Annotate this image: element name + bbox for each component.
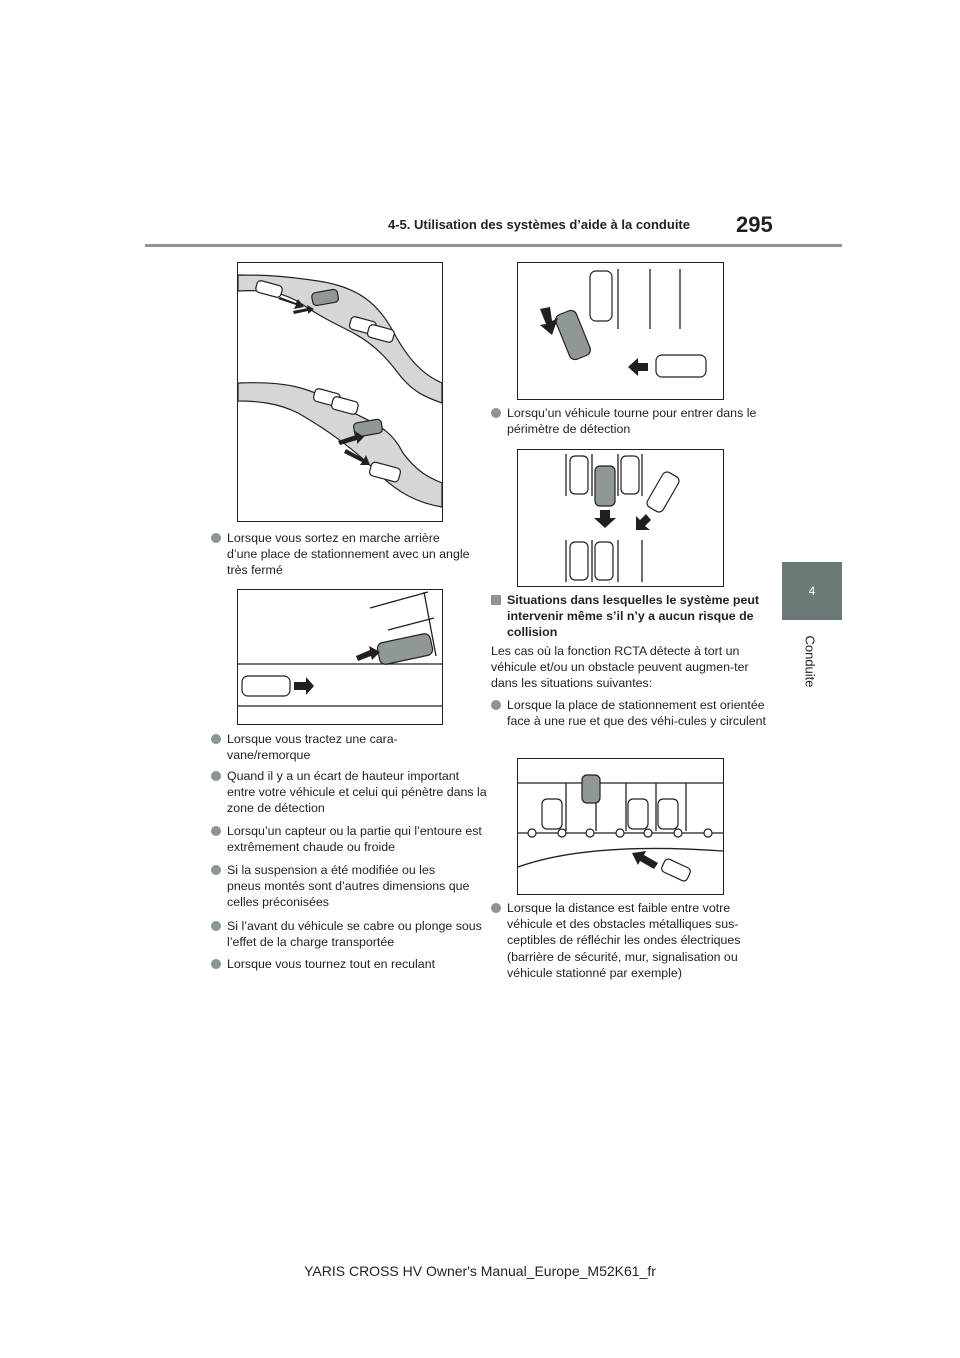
bullet-dot-icon	[211, 826, 221, 836]
right-bullet-1: Lorsqu’un véhicule tourne pour entrer dans le périmètre de détection	[491, 405, 772, 437]
left-bullet-1: Lorsque vous sortez en marche arrière d’une place de stationnement avec un angle très fermé	[211, 530, 472, 579]
bullet-dot-icon	[211, 734, 221, 744]
figure-parking-lot	[517, 449, 724, 587]
chapter-number: 4	[808, 584, 816, 598]
left-bullet-7: Lorsque vous tournez tout en reculant	[211, 956, 487, 972]
left-bullet-2: Lorsque vous tractez une cara-vane/remorque	[211, 731, 472, 763]
bullet-dot-icon	[211, 959, 221, 969]
left-bullet-6: Si l’avant du véhicule se cabre ou plonge sous l’effet de la charge transportée	[211, 918, 487, 950]
bullet-dot-icon	[211, 865, 221, 875]
bullet-dot-icon	[211, 533, 221, 543]
bullet-dot-icon	[491, 903, 501, 913]
left-bullet-3: Quand il y a un écart de hauteur important entre votre véhicule et celui qui pénètre dans la zone de détection	[211, 768, 487, 817]
section-paragraph: Les cas où la fonction RCTA détecte à tort un véhicule et/ou un obstacle peuvent augmen-ter dans les situations suivantes:	[491, 644, 749, 691]
chapter-tab[interactable]	[782, 562, 842, 620]
bullet-dot-icon	[491, 700, 501, 710]
section-heading: Situations dans lesquelles le système peut intervenir même s’il n’y a aucun risque de collision	[491, 592, 767, 641]
chapter-label: Conduite	[802, 635, 818, 688]
right-bullet-2: Lorsque la place de stationnement est orientée face à une rue et que des véhi-cules y circulent	[491, 697, 772, 729]
figure-curved-roads	[237, 262, 443, 522]
figure-parking-exit	[237, 589, 443, 725]
bullet-dot-icon	[211, 921, 221, 931]
page-number: 295	[736, 212, 773, 237]
header-title: 4-5. Utilisation des systèmes d’aide à la conduite	[388, 217, 690, 232]
left-bullet-4: Lorsqu’un capteur ou la partie qui l’entoure est extrêmement chaude ou froide	[211, 823, 487, 855]
figure-street-parking	[517, 758, 724, 895]
right-bullet-3: Lorsque la distance est faible entre votre véhicule et des obstacles métalliques sus-ceptibles de réfléchir les ondes électriques (barrière de sécurité, mur, signalisation ou véhicule stationné par exemple)	[491, 900, 777, 981]
header-rule	[145, 244, 842, 247]
figure-turning-in	[517, 262, 724, 400]
footer: YARIS CROSS HV Owner's Manual_Europe_M52K61_fr	[304, 1263, 656, 1279]
bullet-dot-icon	[211, 771, 221, 781]
bullet-dot-icon	[491, 408, 501, 418]
left-bullet-5: Si la suspension a été modifiée ou les pneus montés sont d’autres dimensions que celles préconisées	[211, 862, 472, 911]
section-square-icon	[491, 595, 501, 605]
